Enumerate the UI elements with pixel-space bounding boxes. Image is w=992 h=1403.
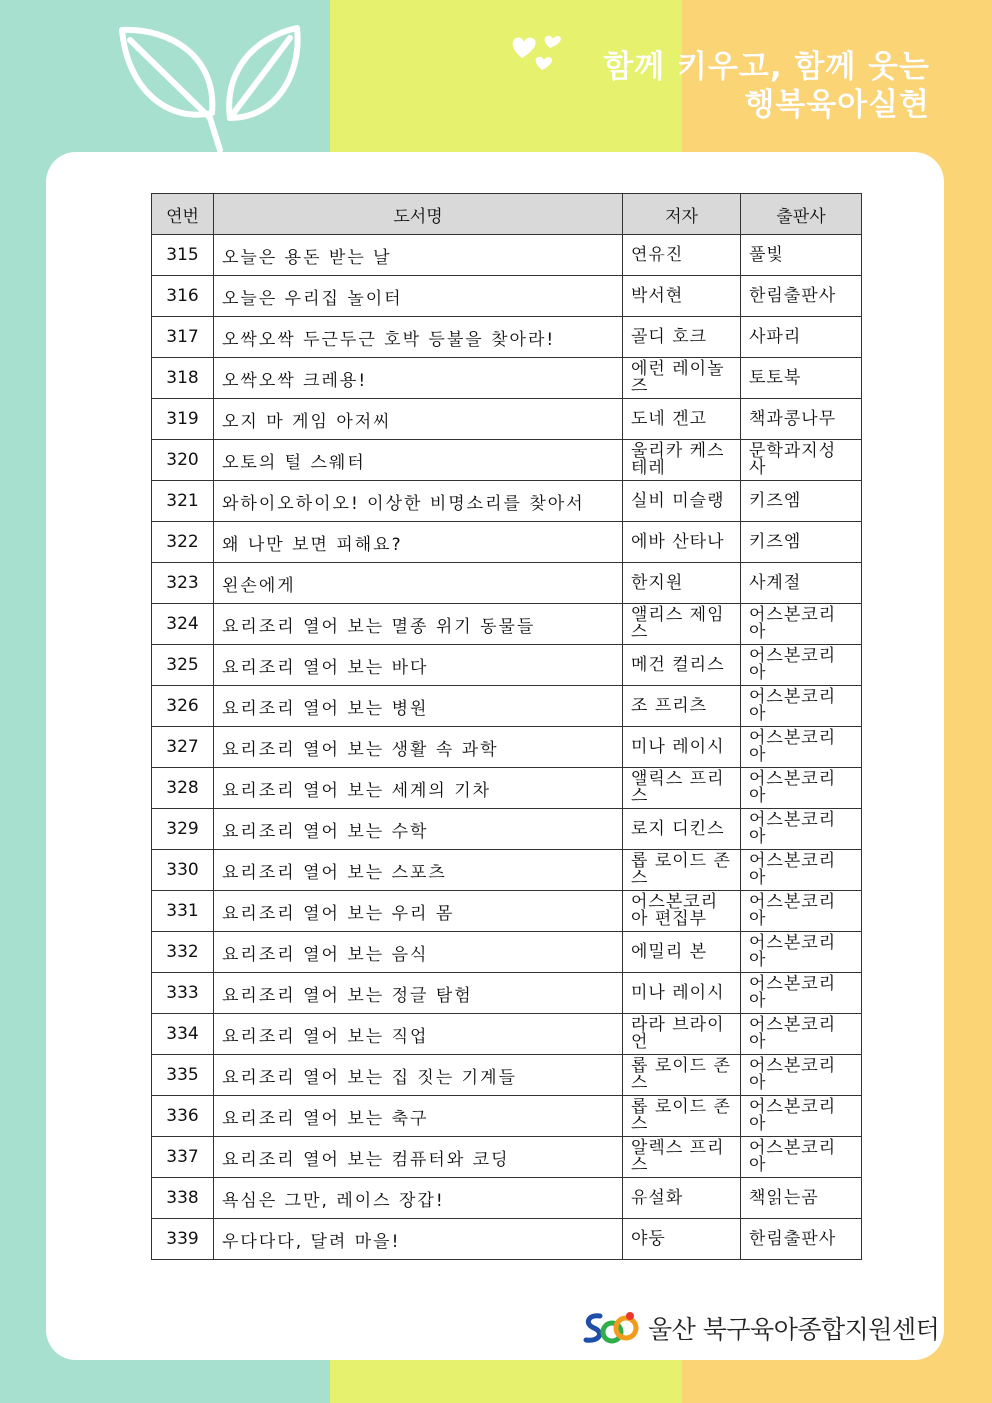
row-author: 실비 미슬랭 <box>623 481 741 522</box>
header-author: 저자 <box>623 194 741 235</box>
row-number: 330 <box>152 850 214 891</box>
row-number: 336 <box>152 1096 214 1137</box>
table-body <box>152 235 862 1260</box>
row-author: 앨릭스 프리스 <box>623 768 741 809</box>
table-row <box>152 440 862 481</box>
row-number: 317 <box>152 317 214 358</box>
row-publisher: 책읽는곰 <box>741 1178 862 1219</box>
row-publisher: 어스본코리아 <box>741 686 862 727</box>
table-row <box>152 276 862 317</box>
row-number: 322 <box>152 522 214 563</box>
table-row <box>152 891 862 932</box>
row-number: 338 <box>152 1178 214 1219</box>
book-list-table <box>151 193 862 1260</box>
row-number: 315 <box>152 235 214 276</box>
row-publisher: 어스본코리아 <box>741 768 862 809</box>
center-name: 울산 북구육아종합지원센터 <box>648 1315 940 1344</box>
row-title: 오지 마 게임 아저씨 <box>214 399 623 440</box>
row-publisher: 어스본코리아 <box>741 1014 862 1055</box>
row-author: 미나 레이시 <box>623 727 741 768</box>
row-title: 오늘은 우리집 놀이터 <box>214 276 623 317</box>
row-publisher: 어스본코리아 <box>741 932 862 973</box>
table-row <box>152 768 862 809</box>
row-number: 334 <box>152 1014 214 1055</box>
row-title: 요리조리 열어 보는 정글 탐험 <box>214 973 623 1014</box>
row-publisher: 어스본코리아 <box>741 604 862 645</box>
row-title: 요리조리 열어 보는 우리 몸 <box>214 891 623 932</box>
row-author: 롭 로이드 존스 <box>623 1055 741 1096</box>
table-row <box>152 522 862 563</box>
row-author: 알렉스 프리스 <box>623 1137 741 1178</box>
table-row <box>152 563 862 604</box>
row-publisher: 어스본코리아 <box>741 891 862 932</box>
row-author: 에런 레이놀즈 <box>623 358 741 399</box>
table-row <box>152 1055 862 1096</box>
row-number: 327 <box>152 727 214 768</box>
row-title: 욕심은 그만, 레이스 장갑! <box>214 1178 623 1219</box>
table-row <box>152 1178 862 1219</box>
footer <box>580 1308 939 1348</box>
row-title: 우다다다, 달려 마을! <box>214 1219 623 1260</box>
row-title: 요리조리 열어 보는 스포츠 <box>214 850 623 891</box>
header-publisher: 출판사 <box>741 194 862 235</box>
row-author: 롭 로이드 존스 <box>623 1096 741 1137</box>
row-title: 왼손에게 <box>214 563 623 604</box>
row-author: 에밀리 본 <box>623 932 741 973</box>
row-author: 박서현 <box>623 276 741 317</box>
row-title: 왜 나만 보면 피해요? <box>214 522 623 563</box>
row-title: 요리조리 열어 보는 직업 <box>214 1014 623 1055</box>
table-row <box>152 850 862 891</box>
table-row <box>152 727 862 768</box>
row-author: 조 프리츠 <box>623 686 741 727</box>
table-row <box>152 1096 862 1137</box>
row-number: 337 <box>152 1137 214 1178</box>
row-publisher: 어스본코리아 <box>741 850 862 891</box>
row-publisher: 한림출판사 <box>741 276 862 317</box>
row-number: 318 <box>152 358 214 399</box>
row-author: 미나 레이시 <box>623 973 741 1014</box>
row-author: 롭 로이드 존스 <box>623 850 741 891</box>
row-publisher: 풀빛 <box>741 235 862 276</box>
row-title: 오싹오싹 크레용! <box>214 358 623 399</box>
row-title: 오늘은 용돈 받는 날 <box>214 235 623 276</box>
table-row <box>152 235 862 276</box>
row-author: 로지 디킨스 <box>623 809 741 850</box>
row-publisher: 책과콩나무 <box>741 399 862 440</box>
row-title: 요리조리 열어 보는 집 짓는 기계들 <box>214 1055 623 1096</box>
row-author: 라라 브라이언 <box>623 1014 741 1055</box>
row-publisher: 어스본코리아 <box>741 809 862 850</box>
table-header-row <box>152 194 862 235</box>
row-author: 도네 겐고 <box>623 399 741 440</box>
row-number: 319 <box>152 399 214 440</box>
header-title: 도서명 <box>214 194 623 235</box>
table-row <box>152 481 862 522</box>
row-publisher: 토토북 <box>741 358 862 399</box>
row-number: 332 <box>152 932 214 973</box>
row-number: 325 <box>152 645 214 686</box>
hearts-icon <box>508 28 572 72</box>
table-row <box>152 809 862 850</box>
row-author: 한지원 <box>623 563 741 604</box>
row-publisher: 사계절 <box>741 563 862 604</box>
table-row <box>152 604 862 645</box>
row-author: 메건 컬리스 <box>623 645 741 686</box>
row-publisher: 키즈엠 <box>741 481 862 522</box>
row-title: 요리조리 열어 보는 수학 <box>214 809 623 850</box>
row-author: 에바 산타나 <box>623 522 741 563</box>
row-title: 와하이오하이오! 이상한 비명소리를 찾아서 <box>214 481 623 522</box>
center-logo-icon <box>580 1310 642 1346</box>
table-row <box>152 1014 862 1055</box>
slogan-line-1: 함께 키우고, 함께 웃는 <box>603 49 930 85</box>
row-number: 335 <box>152 1055 214 1096</box>
row-publisher: 한림출판사 <box>741 1219 862 1260</box>
slogan-line-2: 행복육아실현 <box>744 87 930 123</box>
row-number: 326 <box>152 686 214 727</box>
table-row <box>152 973 862 1014</box>
row-number: 339 <box>152 1219 214 1260</box>
table-row <box>152 1219 862 1260</box>
row-title: 요리조리 열어 보는 세계의 기차 <box>214 768 623 809</box>
leaves-icon <box>112 18 312 158</box>
row-title: 요리조리 열어 보는 바다 <box>214 645 623 686</box>
row-number: 324 <box>152 604 214 645</box>
row-number: 316 <box>152 276 214 317</box>
table-row <box>152 399 862 440</box>
row-title: 요리조리 열어 보는 컴퓨터와 코딩 <box>214 1137 623 1178</box>
row-number: 331 <box>152 891 214 932</box>
row-author: 어스본코리아 편집부 <box>623 891 741 932</box>
row-publisher: 키즈엠 <box>741 522 862 563</box>
row-author: 야둥 <box>623 1219 741 1260</box>
row-publisher: 어스본코리아 <box>741 1096 862 1137</box>
row-author: 연유진 <box>623 235 741 276</box>
row-number: 328 <box>152 768 214 809</box>
row-number: 333 <box>152 973 214 1014</box>
table-row <box>152 645 862 686</box>
row-publisher: 어스본코리아 <box>741 645 862 686</box>
row-publisher: 어스본코리아 <box>741 1137 862 1178</box>
row-publisher: 문학과지성사 <box>741 440 862 481</box>
row-title: 요리조리 열어 보는 멸종 위기 동물들 <box>214 604 623 645</box>
row-title: 요리조리 열어 보는 생활 속 과학 <box>214 727 623 768</box>
row-publisher: 사파리 <box>741 317 862 358</box>
row-number: 320 <box>152 440 214 481</box>
row-title: 오싹오싹 두근두근 호박 등불을 찾아라! <box>214 317 623 358</box>
row-title: 오토의 털 스웨터 <box>214 440 623 481</box>
row-author: 울리카 케스테레 <box>623 440 741 481</box>
row-number: 323 <box>152 563 214 604</box>
row-author: 유설화 <box>623 1178 741 1219</box>
table-row <box>152 358 862 399</box>
row-title: 요리조리 열어 보는 병원 <box>214 686 623 727</box>
row-number: 321 <box>152 481 214 522</box>
slogan <box>603 48 930 124</box>
row-publisher: 어스본코리아 <box>741 973 862 1014</box>
table-row <box>152 932 862 973</box>
row-author: 골디 호크 <box>623 317 741 358</box>
row-title: 요리조리 열어 보는 음식 <box>214 932 623 973</box>
table-row <box>152 1137 862 1178</box>
header-number: 연번 <box>152 194 214 235</box>
row-publisher: 어스본코리아 <box>741 1055 862 1096</box>
row-author: 앨리스 제임스 <box>623 604 741 645</box>
row-number: 329 <box>152 809 214 850</box>
row-title: 요리조리 열어 보는 축구 <box>214 1096 623 1137</box>
table-row <box>152 686 862 727</box>
table-row <box>152 317 862 358</box>
row-publisher: 어스본코리아 <box>741 727 862 768</box>
